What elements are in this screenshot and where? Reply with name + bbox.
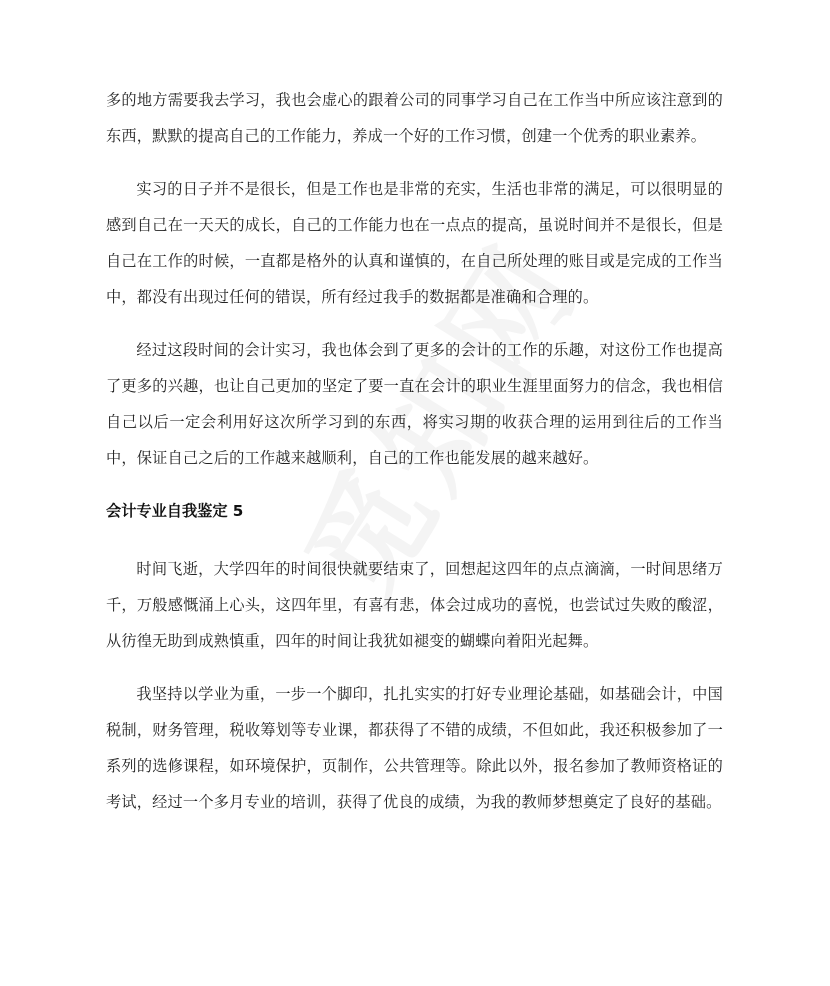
document-page [106,82,723,837]
paragraph-4: 时间飞逝，大学四年的时间很快就要结束了，回想起这四年的点点滴滴，一时间思绪万千，万般感慨涌上心头，这四年里，有喜有悲，体会过成功的喜悦，也尝试过失败的酸涩，从彷徨无助到成熟慎重，四年的时间让我犹如褪变的蝴蝶向着阳光起舞。 [106,560,723,650]
paragraph-2: 实习的日子并不是很长，但是工作也是非常的充实，生活也非常的满足，可以很明显的感到自己在一天天的成长，自己的工作能力也在一点点的提高，虽说时间并不是很长，但是自己在工作的时候，一直都是格外的认真和谨慎的，在自己所处理的账目或是完成的工作当中，都没有出现过任何的错误，所有经过我手的数据都是准确和合理的。 [106,180,723,306]
paragraph-5: 我坚持以学业为重，一步一个脚印，扎扎实实的打好专业理论基础，如基础会计，中国税制，财务管理，税收筹划等专业课，都获得了不错的成绩，不但如此，我还积极参加了一系列的选修课程，如环境保护，页制作，公共管理等。除此以外，报名参加了教师资格证的考试，经过一个多月专业的培训，获得了优良的成绩，为我的教师梦想奠定了良好的基础。 [106,685,723,811]
paragraph-3: 经过这段时间的会计实习，我也体会到了更多的会计的工作的乐趣，对这份工作也提高了更多的兴趣，也让自己更加的坚定了要一直在会计的职业生涯里面努力的信念，我也相信自己以后一定会利用好这次所学习到的东西，将实习期的收获合理的运用到往后的工作当中，保证自己之后的工作越来越顺利，自己的工作也能发展的越来越好。 [106,341,723,467]
paragraph-1: 多的地方需要我去学习，我也会虚心的跟着公司的同事学习自己在工作当中所应该注意到的东西，默默的提高自己的工作能力，养成一个好的工作习惯，创建一个优秀的职业素养。 [106,91,723,145]
section-heading: 会计专业自我鉴定 5 [106,502,244,520]
